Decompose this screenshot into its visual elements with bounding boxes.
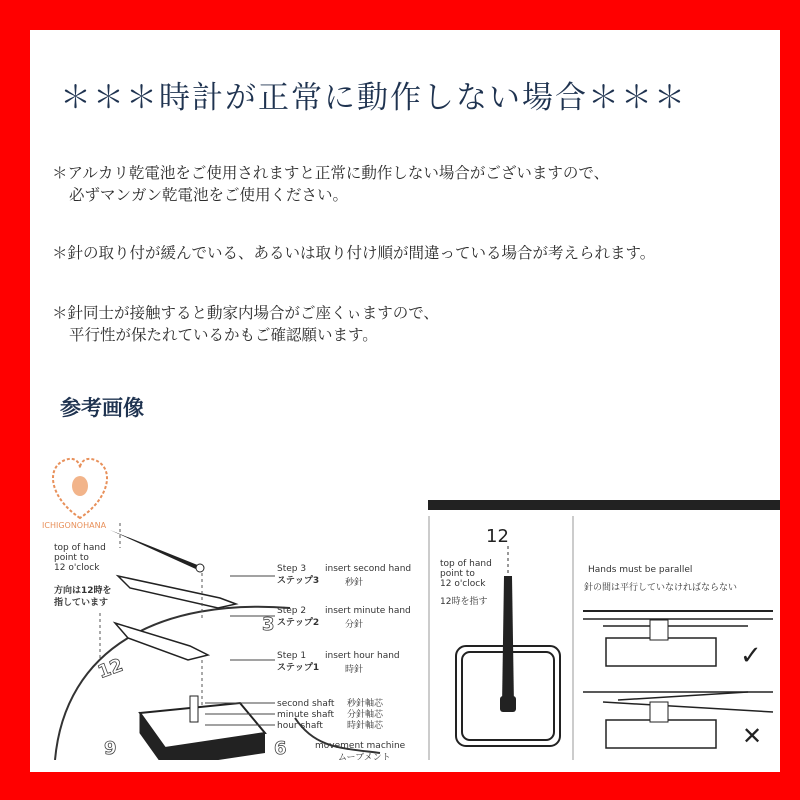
label: hour shaft — [277, 721, 323, 731]
label: ステップ3 — [277, 576, 320, 586]
divider-bar — [428, 500, 780, 510]
dial-number: 9 — [104, 738, 117, 759]
note-hand-contact — [52, 302, 439, 346]
label: point to — [54, 553, 89, 563]
note-hand-mounting — [52, 242, 655, 264]
content-panel — [30, 30, 780, 772]
label: Step 2 — [277, 606, 307, 616]
label: Hands must be parallel — [588, 565, 693, 575]
label: 秒針軸芯 — [347, 699, 384, 709]
label: 分針軸芯 — [347, 710, 384, 720]
dial-number: 12 — [95, 654, 126, 684]
label: 方向は12時を — [54, 586, 112, 596]
label: ムーブメント — [338, 753, 391, 760]
label: 秒針 — [345, 578, 364, 588]
label: point to — [440, 569, 475, 579]
label: ステップ1 — [277, 663, 320, 673]
label: 分針 — [345, 620, 364, 630]
label: 12 o'clock — [54, 563, 100, 573]
label: 時針 — [345, 665, 364, 675]
label: 針の間は平行していなければならない — [584, 583, 738, 593]
label: Step 3 — [277, 564, 307, 574]
reference-label: 参考画像 — [60, 395, 144, 420]
dial-number-12: 12 — [486, 526, 509, 547]
hour-hand-icon — [502, 576, 514, 706]
dial-number: 3 — [262, 614, 275, 635]
label: 12 o'clock — [440, 579, 486, 589]
label: Step 1 — [277, 651, 307, 661]
note-line: ＊針の取り付が緩んでいる、あるいは取り付け順が間違っている場合が考えられます。 — [52, 244, 656, 262]
second-hand-icon — [110, 530, 200, 570]
logo-text: ICHIGONOHANA — [42, 521, 107, 530]
label: movement machine — [315, 741, 406, 751]
note-battery — [52, 162, 609, 206]
strawberry-icon — [72, 476, 88, 496]
label: top of hand — [440, 559, 492, 569]
cross-icon: ✕ — [742, 722, 763, 750]
hand-alignment-diagram — [428, 516, 780, 760]
heart-logo — [42, 459, 107, 530]
hour-hand-icon — [115, 623, 208, 660]
note-line: 必ずマンガン乾電池をご使用ください。 — [69, 186, 349, 204]
label: 指しています — [54, 598, 109, 608]
dial-number: 6 — [274, 738, 287, 759]
minute-hand-icon — [118, 576, 236, 608]
label: minute shaft — [277, 710, 335, 720]
check-icon: ✓ — [740, 641, 762, 671]
hand-installation-diagram — [40, 448, 420, 760]
label: ステップ2 — [277, 618, 320, 628]
label: 時針軸芯 — [347, 721, 384, 731]
label: top of hand — [54, 543, 106, 553]
page-title: ＊＊＊時計が正常に動作しない場合＊＊＊ — [60, 80, 687, 116]
label: insert hour hand — [325, 651, 400, 661]
note-line: ＊針同士が接触すると動家内場合がご座くぃますので、 — [52, 304, 439, 322]
note-line: 平行性が保たれているかもご確認願います。 — [69, 326, 378, 344]
label: second shaft — [277, 699, 335, 709]
label: insert minute hand — [325, 606, 411, 616]
note-line: ＊アルカリ乾電池をご使用されますと正常に動作しない場合がございますので、 — [52, 164, 610, 182]
label: insert second hand — [325, 564, 412, 574]
label: 12時を指す — [440, 597, 488, 607]
